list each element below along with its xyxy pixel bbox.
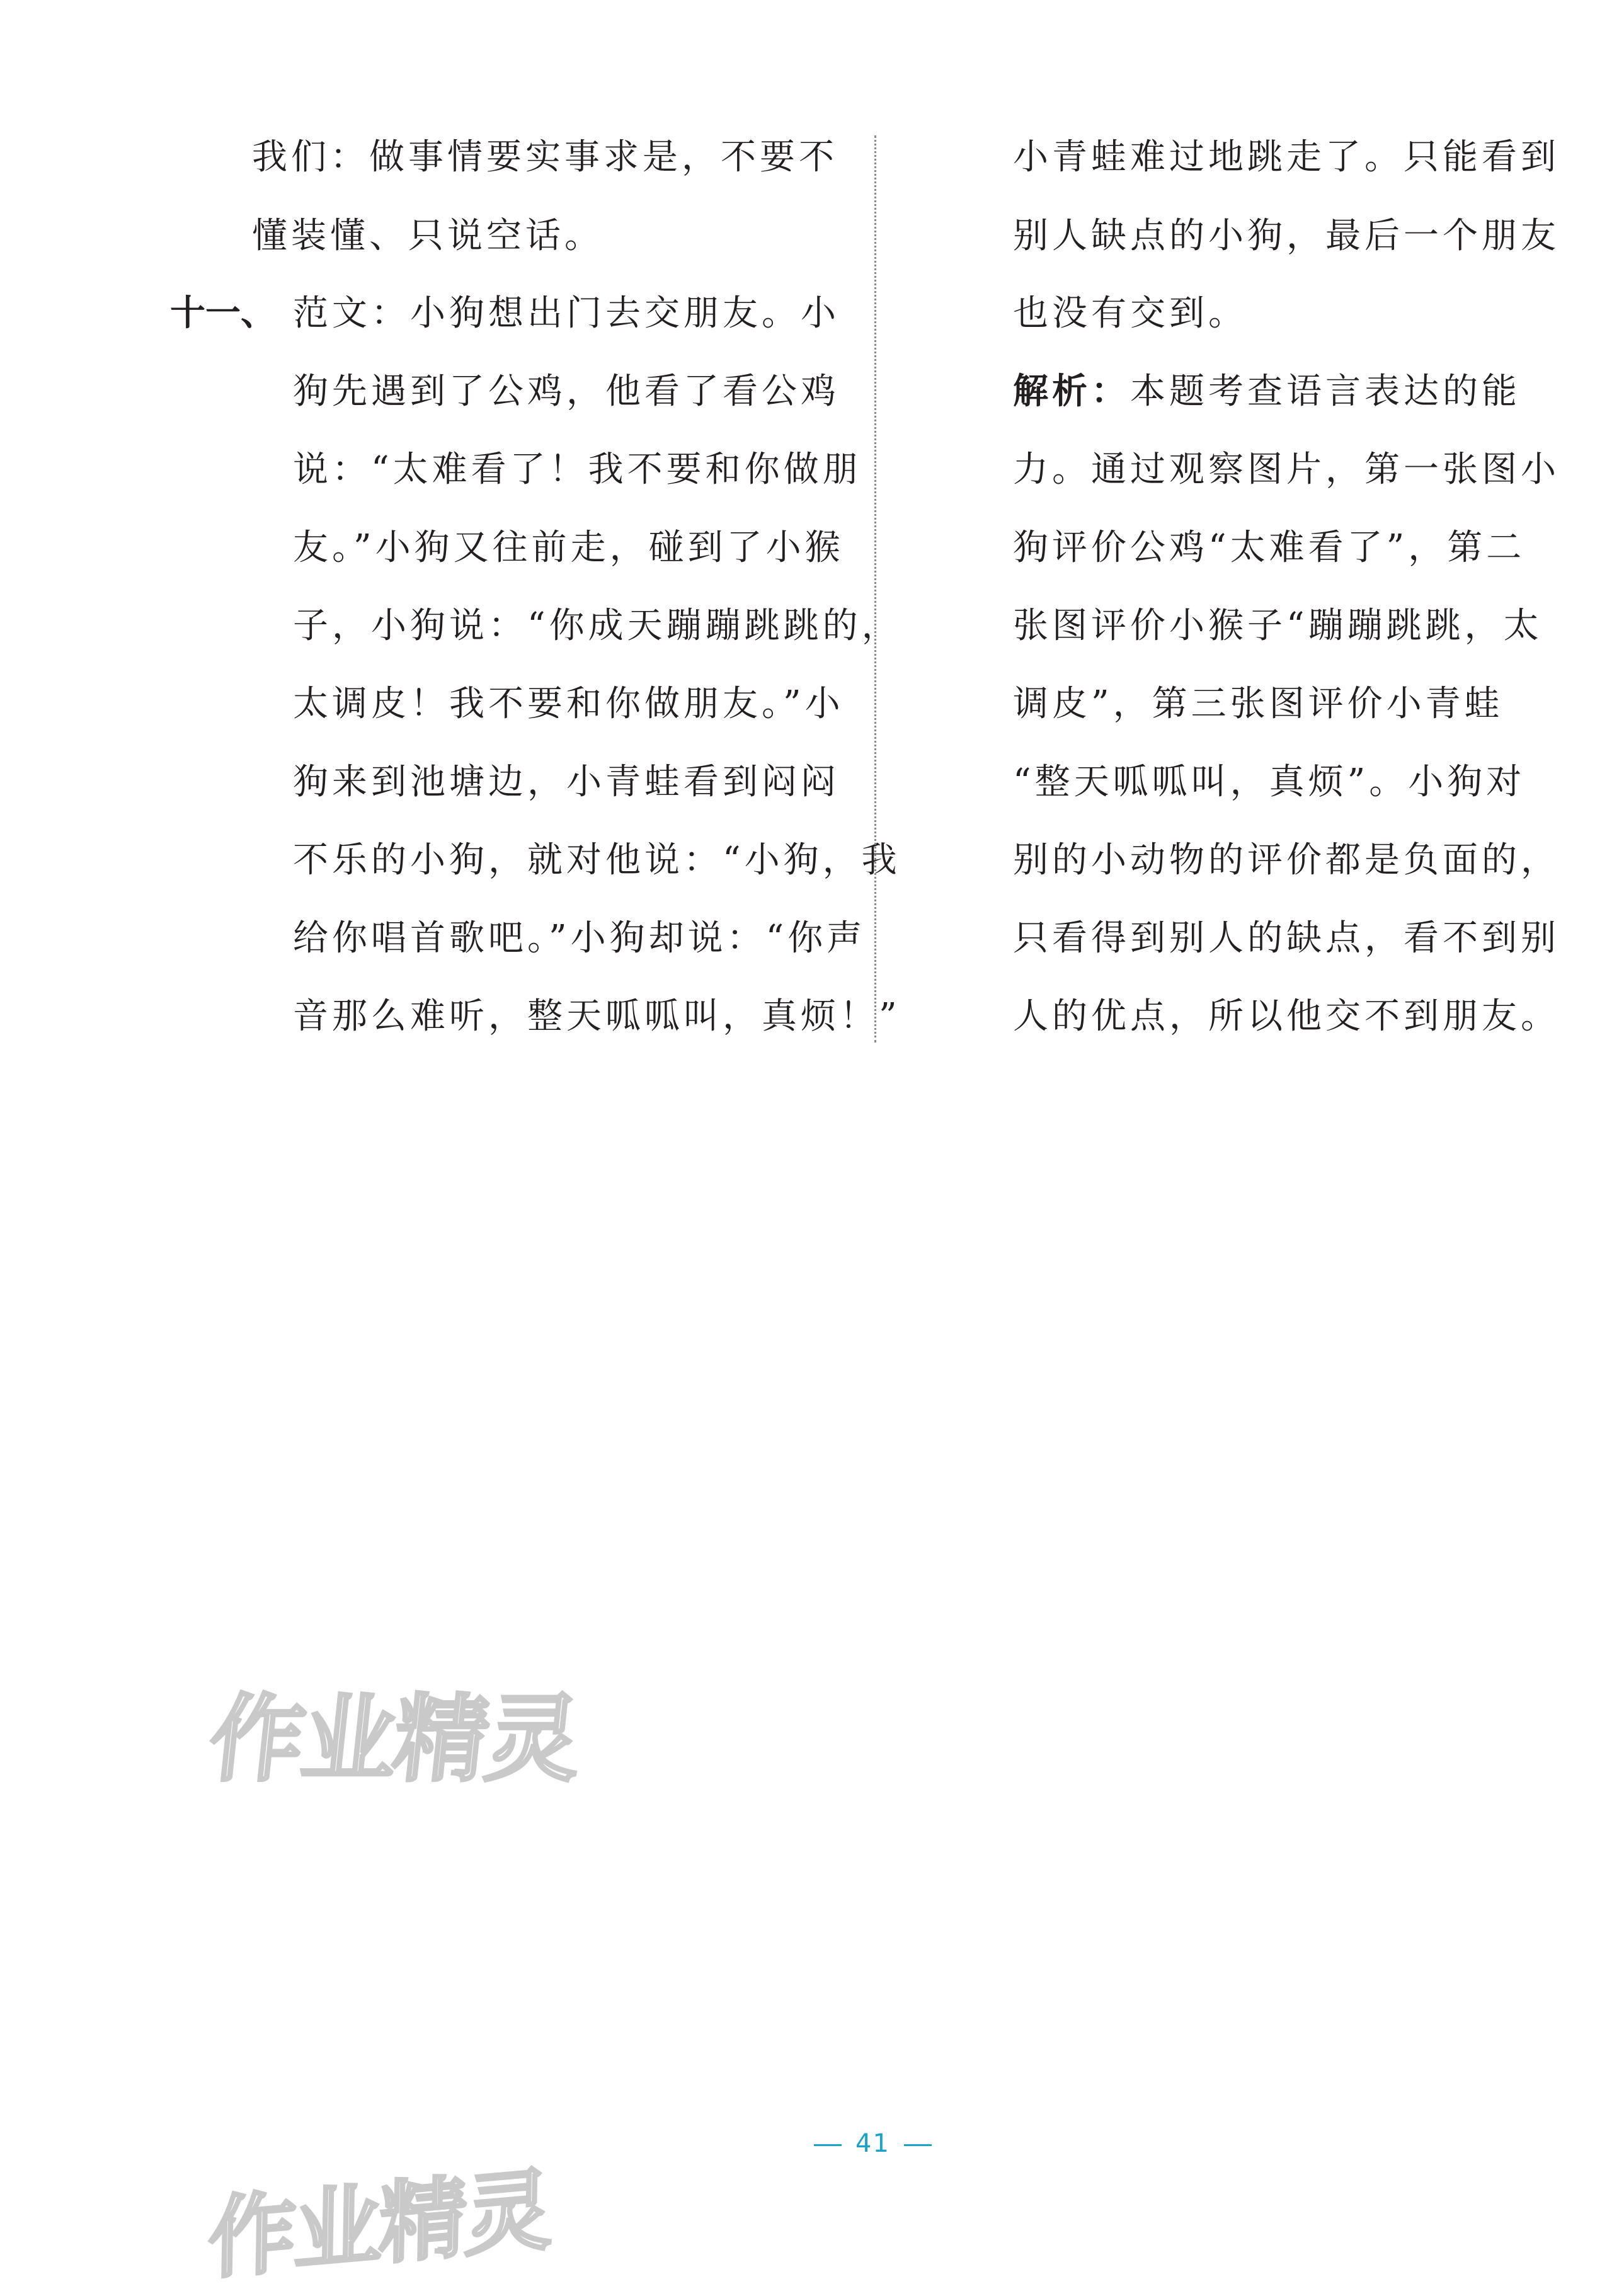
answer-line-1: 范文：小狗想出门去交朋友。小 bbox=[293, 293, 840, 334]
continuation-line-2: 别人缺点的小狗，最后一个朋友 bbox=[1013, 215, 1560, 256]
page-number-footer bbox=[800, 2129, 946, 2158]
analysis-line-4: 张图评价小猴子“蹦蹦跳跳，太 bbox=[1013, 605, 1543, 646]
answer-line-6: 太调皮！我不要和你做朋友。”小 bbox=[293, 683, 844, 724]
answer-line-7: 狗来到池塘边，小青蛙看到闷闷 bbox=[293, 762, 840, 802]
analysis-line-9: 人的优点，所以他交不到朋友。 bbox=[1013, 996, 1560, 1037]
continuation-line-1: 小青蛙难过地跳走了。只能看到 bbox=[1013, 137, 1560, 178]
analysis-line-7: 别的小动物的评价都是负面的， bbox=[1013, 840, 1560, 881]
answer-line-8: 不乐的小狗，就对他说：“小狗，我 bbox=[293, 840, 901, 881]
analysis-line-5: 调皮”，第三张图评价小青蛙 bbox=[1013, 683, 1504, 724]
answer-line-9: 给你唱首歌吧。”小狗却说：“你声 bbox=[293, 918, 866, 959]
page-number-dash-left bbox=[814, 2144, 842, 2146]
continuation-line-3: 也没有交到。 bbox=[1013, 293, 1247, 334]
intro-line-2: 懂装懂、只说空话。 bbox=[252, 215, 603, 256]
analysis-first-line bbox=[1013, 367, 1580, 417]
page-number: 41 bbox=[855, 2129, 890, 2158]
answer-line-4: 友。”小狗又往前走，碰到了小猴 bbox=[293, 527, 844, 568]
watermark-logo: 作业精灵 bbox=[204, 1685, 584, 1795]
analysis-line-3: 狗评价公鸡“太难看了”，第二 bbox=[1013, 527, 1526, 568]
intro-line-1: 我们：做事情要实事求是，不要不 bbox=[252, 137, 838, 178]
analysis-label: 解析： bbox=[1013, 371, 1130, 412]
answer-line-2: 狗先遇到了公鸡，他看了看公鸡 bbox=[293, 371, 840, 412]
question-number: 十一、 bbox=[170, 293, 276, 334]
analysis-line-8: 只看得到别人的缺点，看不到别 bbox=[1013, 918, 1560, 959]
analysis-line-2: 力。通过观察图片，第一张图小 bbox=[1013, 449, 1560, 490]
page-number-dash-right bbox=[904, 2144, 932, 2146]
column-divider bbox=[874, 135, 876, 1042]
answer-line-10: 音那么难听，整天呱呱叫，真烦！” bbox=[293, 996, 901, 1037]
watermark-logo-bottom: 作业精灵 bbox=[207, 2158, 551, 2292]
answer-line-3: 说：“太难看了！我不要和你做朋 bbox=[293, 449, 862, 490]
analysis-first-line-text: 本题考查语言表达的能 bbox=[1130, 371, 1521, 412]
analysis-line-6: “整天呱呱叫，真烦”。小狗对 bbox=[1013, 762, 1526, 802]
answer-line-5: 子，小狗说：“你成天蹦蹦跳跳的， bbox=[293, 605, 901, 646]
